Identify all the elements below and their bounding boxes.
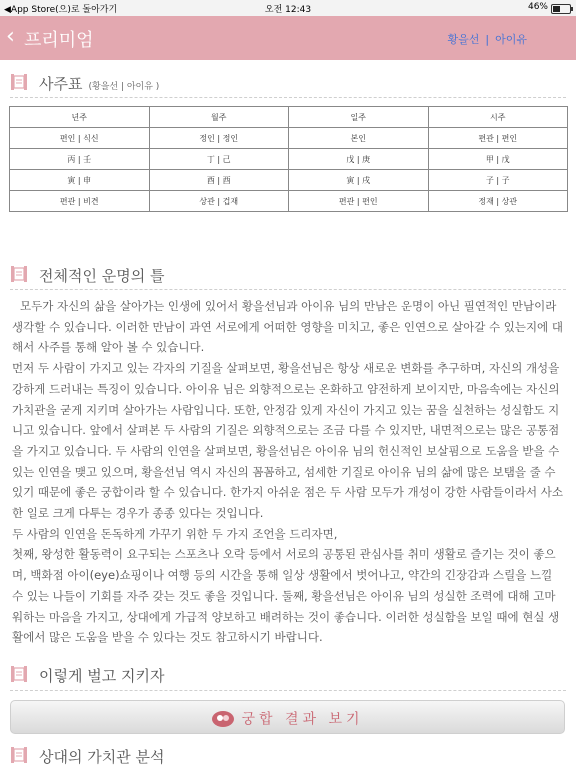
earn-title: 이렇게 벌고 지키자 [39, 667, 165, 685]
saju-cell: 상관 | 겁재 [149, 191, 289, 212]
couple-icon [211, 710, 235, 728]
saju-cell: 편관 | 편인 [428, 128, 568, 149]
saju-cell: 甲 | 戊 [428, 149, 568, 170]
saju-cell: 시주 [428, 107, 568, 128]
saju-cell: 戊 | 庚 [289, 149, 429, 170]
couple-names [445, 31, 531, 47]
saju-cell: 丙 | 壬 [10, 149, 150, 170]
saju-header-row [10, 107, 568, 128]
saju-cell: 편관 | 비견 [10, 191, 150, 212]
saju-table [9, 106, 568, 212]
saju-cell: 丁 | 己 [149, 149, 289, 170]
saju-cell: 子 | 子 [428, 170, 568, 191]
saju-cell: 정인 | 정인 [149, 128, 289, 149]
scroll-icon [10, 665, 28, 683]
divider [10, 97, 566, 98]
saju-subtitle: (황을선 | 아이유 ) [88, 82, 160, 92]
scroll-icon [10, 265, 28, 283]
saju-cell: 寅 | 戌 [289, 170, 429, 191]
nav-bar [0, 16, 576, 60]
divider [10, 289, 566, 290]
fortune-title: 전체적인 운명의 틀 [39, 267, 165, 285]
page-title: 프리미엄 [24, 30, 94, 51]
saju-section-header [10, 70, 566, 94]
scroll-icon [10, 746, 28, 764]
values-title: 상대의 가치관 분석 [39, 748, 165, 766]
fortune-paragraph: 모두가 자신의 삶을 살아가는 인생에 있어서 황을선님과 아이유 님의 만남은 운명이 아닌 필연적인 만남이라 생각할 수 있습니다. 이러한 만남이 과연 서로에게 어떠한 영향을 미치고, 좋은 인연으로 살아갈 수 있는지에 대해서 사주를 통해 알아 볼 수 있습니다. [12, 299, 563, 355]
back-to-app-link[interactable]: ◀App Store(으)로 돌아가기 [4, 5, 118, 15]
fortune-section-header [10, 262, 566, 286]
fortune-paragraph: 두 사람의 인연을 돈독하게 가꾸기 위한 두 가지 조언을 드리자면, [12, 526, 338, 541]
saju-cell: 월주 [149, 107, 289, 128]
status-bar [0, 0, 576, 16]
saju-cell: 년주 [10, 107, 150, 128]
divider [10, 690, 566, 691]
battery-icon [551, 4, 571, 14]
view-result-button[interactable] [10, 700, 565, 734]
battery-fill [553, 6, 560, 12]
saju-row [10, 170, 568, 191]
earn-section-header [10, 662, 566, 686]
fortune-paragraph: 첫째, 왕성한 활동력이 요구되는 스포츠나 오락 등에서 서로의 공통된 관심사를 취미 생활로 즐기는 것이 좋으며, 백화점 아이(eye)쇼핑이나 여행 등의 시간을 통해 일상 생활에서 벗어나고, 약간의 긴장감과 스릴을 느낄 수 있는 나들이 기회를 자주 갖는 것도 좋을 것입니다. 둘째, 황을선님은 아이유 님의 성실한 조력에 대해 고마워하는 마음을 가지고, 상대에게 가급적 양보하고 배려하는 것이 좋습니다. 이러한 성실함을 보일 때에 현실 생활에서 많은 도움을 받을 수 있다는 것도 참고하시기 바랍니다. [12, 547, 560, 645]
saju-cell: 酉 | 酉 [149, 170, 289, 191]
saju-cell: 편관 | 편인 [289, 191, 429, 212]
values-section-header [10, 743, 566, 767]
saju-cell: 일주 [289, 107, 429, 128]
saju-cell: 寅 | 申 [10, 170, 150, 191]
saju-row [10, 149, 568, 170]
person2-name: 아이유 [495, 33, 527, 46]
view-result-label: 궁합 결과 보기 [241, 711, 364, 728]
saju-cell: 편인 | 식신 [10, 128, 150, 149]
scroll-icon [10, 73, 28, 91]
saju-row [10, 128, 568, 149]
battery-percent: 46% [527, 2, 548, 12]
saju-row [10, 191, 568, 212]
saju-title: 사주표 [39, 75, 83, 93]
fortune-text [12, 296, 566, 648]
saju-cell: 정재 | 상관 [428, 191, 568, 212]
chevron-left-icon[interactable]: ‹ [6, 24, 15, 49]
fortune-paragraph: 먼저 두 사람이 가지고 있는 각자의 기질을 살펴보면, 황을선님은 항상 새로운 변화를 추구하며, 자신의 개성을 강하게 드러내는 특징이 있습니다. 아이유 님은 외향적으로는 온화하고 얌전하게 보이지만, 마음속에는 자신의 가치관을 굳게 지키며 살아가는 사람입니다. 또한, 안정감 있게 자신이 가지고 있는 꿈을 실천하는 성실함도 지니고 있습니다. 앞에서 살펴본 두 사람의 기질은 외향적으로는 조금 다를 수 있지만, 내면적으로는 많은 공통점을 가지고 있습니다. 두 사람의 인연을 살펴보면, 황을선님은 아이유 님의 헌신적인 보살핌으로 도움을 받을 수 있는 인연을 맺고 있으며, 황을선님 역시 자신의 꼼꼼하고, 섬세한 기질로 아이유 님의 삶에 많은 보탬을 줄 수 있기 때문에 좋은 궁합이라 할 수 있습니다. 한가지 아쉬운 점은 두 사람 모두가 개성이 강한 사람들이라서 사소한 일로 크게 다투는 경우가 종종 있다는 것입니다. [12, 361, 563, 521]
clock: 오전 12:43 [264, 5, 312, 15]
person1-name: 황을선 [447, 33, 480, 46]
name-separator: | [485, 33, 490, 46]
back-to-app-label: App Store(으)로 돌아가기 [10, 5, 118, 15]
saju-cell: 본인 [289, 128, 429, 149]
